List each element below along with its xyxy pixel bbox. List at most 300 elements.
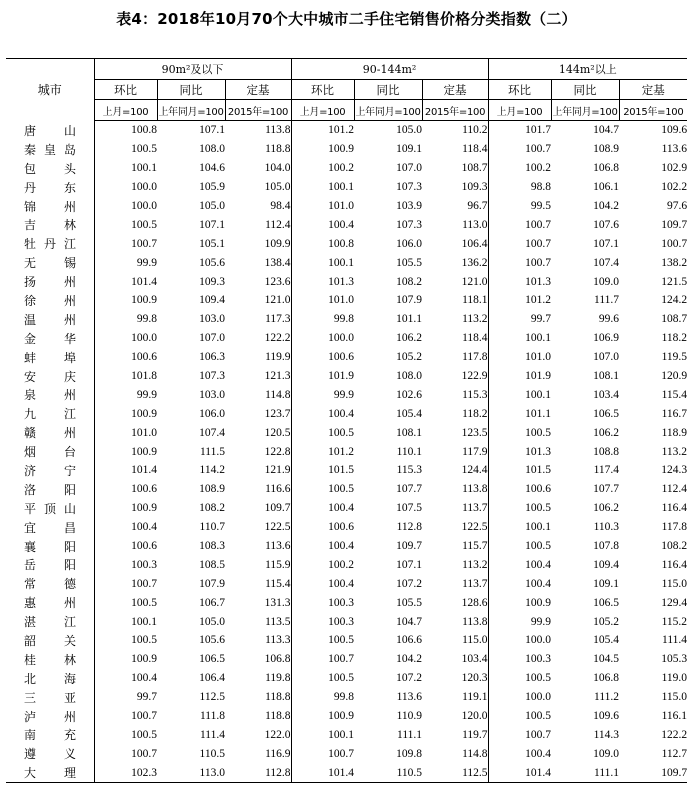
index-value-cell: 117.4 [593, 464, 620, 477]
index-value-cell: 108.9 [199, 483, 225, 496]
index-value-cell: 105.1 [199, 237, 225, 250]
index-value-cell: 99.9 [94, 253, 157, 272]
index-value-cell: 136.2 [461, 256, 488, 269]
city-name: 蚌埠 [24, 350, 76, 365]
index-value-cell: 105.0 [199, 200, 225, 212]
city-name: 洛阳 [24, 482, 76, 497]
index-value-cell: 101.8 [94, 367, 157, 386]
index-value-cell: 123.5 [461, 426, 488, 439]
index-value-cell: 116.6 [265, 483, 291, 496]
table-row [6, 121, 687, 140]
base-header: 上月=100 [94, 100, 157, 121]
index-value-cell: 100.6 [291, 348, 354, 367]
city-name: 南充 [24, 728, 76, 743]
city-cell [6, 461, 94, 480]
index-value-cell: 100.5 [94, 140, 157, 159]
index-value-cell: 108.2 [661, 540, 688, 553]
city-cell [6, 197, 94, 216]
index-value-cell: 128.6 [461, 596, 488, 609]
base-header: 上年同月=100 [157, 100, 225, 121]
city-cell [6, 688, 94, 707]
index-value-cell: 100.7 [488, 140, 551, 159]
index-value-cell: 99.9 [291, 385, 354, 404]
index-value-cell: 112.8 [225, 763, 291, 782]
index-value-cell: 100.0 [94, 329, 157, 348]
index-value-cell: 100.5 [94, 631, 157, 650]
index-value-cell: 121.0 [461, 275, 488, 288]
index-value-cell: 106.5 [593, 596, 620, 609]
index-value-cell: 106.0 [199, 407, 225, 420]
index-value-cell: 119.9 [265, 351, 291, 364]
index-value-cell: 99.8 [94, 310, 157, 329]
index-value-cell: 118.8 [265, 710, 291, 723]
table-row [6, 631, 687, 650]
index-value-cell: 100.7 [94, 574, 157, 593]
city-name: 温州 [24, 312, 76, 327]
city-cell [6, 329, 94, 348]
index-value-cell: 100.9 [94, 650, 157, 669]
index-value-cell: 100.4 [488, 574, 551, 593]
index-value-cell: 108.1 [396, 426, 423, 439]
city-name: 安庆 [24, 369, 76, 384]
index-value-cell: 110.7 [199, 521, 225, 534]
index-value-cell: 106.2 [396, 332, 423, 345]
index-value-cell: 100.4 [488, 555, 551, 574]
index-value-cell: 100.1 [488, 329, 551, 348]
index-value-cell: 113.5 [265, 615, 291, 628]
table-row [6, 442, 687, 461]
index-value-cell: 103.4 [461, 653, 488, 666]
index-value-cell: 111.4 [662, 634, 688, 647]
index-value-cell: 109.6 [661, 124, 688, 137]
index-value-cell: 101.1 [488, 404, 551, 423]
index-value-cell: 104.2 [396, 653, 423, 666]
group-header-large: 144m²以上 [488, 59, 687, 80]
index-value-cell: 100.7 [291, 744, 354, 763]
index-value-cell: 117.3 [265, 313, 291, 326]
index-value-cell: 115.0 [661, 691, 688, 704]
index-value-cell: 100.5 [488, 423, 551, 442]
city-name: 金华 [24, 331, 76, 346]
index-value-cell: 105.0 [199, 615, 225, 628]
index-value-cell: 101.4 [291, 763, 354, 782]
group-header-medium: 90-144m² [291, 59, 488, 80]
index-value-cell: 99.8 [291, 688, 354, 707]
index-value-cell: 118.4 [462, 332, 488, 345]
index-value-cell: 100.5 [291, 480, 354, 499]
table-row [6, 348, 687, 367]
index-value-cell: 110.5 [354, 763, 422, 782]
base-header: 上年同月=100 [354, 100, 422, 121]
index-value-cell: 105.0 [264, 181, 291, 194]
index-value-cell: 105.5 [396, 256, 423, 269]
index-value-cell: 100.5 [94, 593, 157, 612]
index-value-cell: 96.7 [467, 200, 488, 212]
index-value-cell: 107.2 [396, 672, 423, 685]
city-cell [6, 593, 94, 612]
city-name: 岳阳 [24, 558, 76, 573]
index-value-cell: 101.1 [396, 313, 423, 326]
index-value-cell: 100.3 [488, 650, 551, 669]
metric-header: 定基 [422, 80, 488, 100]
city-name: 桂林 [24, 652, 76, 667]
index-value-cell: 107.1 [396, 558, 423, 571]
index-value-cell: 100.5 [488, 707, 551, 726]
index-value-cell: 118.1 [462, 294, 488, 307]
index-value-cell: 108.2 [396, 275, 423, 288]
table-row [6, 537, 687, 556]
index-value-cell: 99.7 [94, 688, 157, 707]
city-name: 牡丹江 [24, 237, 76, 252]
table-row [6, 461, 687, 480]
index-value-cell: 114.3 [593, 728, 620, 741]
metric-header: 定基 [619, 80, 687, 100]
city-name: 丹东 [24, 180, 76, 195]
index-value-cell: 120.5 [264, 426, 291, 439]
index-value-cell: 100.9 [94, 404, 157, 423]
index-value-cell: 116.4 [661, 502, 688, 515]
index-value-cell: 99.6 [598, 313, 620, 326]
index-value-cell: 99.8 [291, 310, 354, 329]
table-row [6, 310, 687, 329]
index-value-cell: 107.0 [593, 351, 620, 364]
city-cell [6, 574, 94, 593]
index-value-cell: 109.7 [661, 218, 688, 231]
city-name: 锦州 [24, 199, 76, 214]
index-value-cell: 108.5 [199, 558, 225, 571]
index-value-cell: 100.0 [488, 688, 551, 707]
index-value-cell: 108.1 [593, 370, 620, 383]
index-value-cell: 113.0 [157, 763, 225, 782]
index-value-cell: 100.6 [488, 480, 551, 499]
base-header: 2015年=100 [619, 100, 687, 121]
index-value-cell: 105.6 [199, 256, 225, 269]
index-value-cell: 121.0 [264, 294, 291, 307]
index-value-cell: 113.2 [462, 558, 488, 571]
index-value-cell: 100.2 [291, 159, 354, 178]
index-value-cell: 123.7 [264, 407, 291, 420]
index-value-cell: 118.2 [661, 332, 688, 345]
city-name: 大理 [24, 766, 76, 781]
city-cell [6, 234, 94, 253]
index-value-cell: 131.3 [264, 596, 291, 609]
index-value-cell: 107.0 [396, 162, 423, 175]
table-row [6, 291, 687, 310]
index-value-cell: 107.3 [396, 181, 423, 194]
table-row [6, 404, 687, 423]
index-value-cell: 115.4 [661, 388, 688, 401]
index-value-cell: 112.5 [422, 763, 488, 782]
index-value-cell: 111.1 [551, 763, 619, 782]
base-header: 2015年=100 [422, 100, 488, 121]
index-value-cell: 115.0 [462, 634, 488, 647]
index-value-cell: 111.4 [199, 728, 225, 741]
city-cell [6, 253, 94, 272]
index-value-cell: 100.5 [291, 669, 354, 688]
city-name: 平顶山 [24, 501, 76, 516]
index-value-cell: 100.5 [94, 215, 157, 234]
index-value-cell: 102.6 [396, 388, 423, 401]
index-value-cell: 106.2 [593, 502, 620, 515]
index-value-cell: 108.2 [199, 502, 225, 515]
index-value-cell: 100.1 [94, 159, 157, 178]
city-name: 无锡 [24, 256, 76, 271]
index-value-cell: 100.6 [94, 480, 157, 499]
index-value-cell: 107.0 [199, 332, 225, 345]
index-value-cell: 122.0 [264, 728, 291, 741]
index-value-cell: 100.9 [94, 442, 157, 461]
index-value-cell: 107.1 [199, 218, 225, 231]
city-cell [6, 291, 94, 310]
index-value-cell: 101.3 [488, 442, 551, 461]
index-value-cell: 122.5 [264, 521, 291, 534]
metric-header: 同比 [354, 80, 422, 100]
index-value-cell: 119.0 [661, 672, 688, 685]
index-value-cell: 100.6 [94, 537, 157, 556]
index-value-cell: 105.4 [396, 407, 423, 420]
city-name: 烟台 [24, 445, 76, 460]
city-cell [6, 726, 94, 745]
index-value-cell: 99.7 [488, 310, 551, 329]
index-value-cell: 100.0 [291, 329, 354, 348]
city-cell [6, 707, 94, 726]
index-value-cell: 111.2 [594, 691, 620, 704]
index-value-cell: 113.6 [661, 143, 688, 156]
index-value-cell: 113.0 [462, 218, 488, 231]
city-name: 湛江 [24, 615, 76, 630]
index-value-cell: 120.3 [461, 672, 488, 685]
index-value-cell: 103.0 [199, 388, 225, 401]
index-value-cell: 97.6 [666, 200, 688, 212]
index-value-cell: 100.7 [488, 215, 551, 234]
index-value-cell: 117.9 [462, 445, 488, 458]
index-value-cell: 110.9 [396, 710, 423, 723]
index-value-cell: 99.9 [488, 612, 551, 631]
table-row [6, 159, 687, 178]
index-value-cell: 106.7 [199, 596, 225, 609]
table-row [6, 272, 687, 291]
index-value-cell: 100.6 [291, 518, 354, 537]
index-value-cell: 100.9 [291, 140, 354, 159]
metric-header: 同比 [157, 80, 225, 100]
index-value-cell: 101.0 [291, 291, 354, 310]
index-value-cell: 106.4 [199, 672, 225, 685]
index-value-cell: 112.5 [199, 691, 225, 704]
index-value-cell: 101.4 [488, 763, 551, 782]
index-value-cell: 116.9 [265, 747, 291, 760]
index-value-cell: 100.4 [291, 499, 354, 518]
base-header: 2015年=100 [225, 100, 291, 121]
base-header: 上年同月=100 [551, 100, 619, 121]
index-value-cell: 98.4 [270, 200, 291, 212]
index-value-cell: 105.5 [396, 596, 423, 609]
index-value-cell: 107.1 [199, 124, 225, 137]
price-index-table [6, 58, 687, 783]
index-value-cell: 100.3 [291, 612, 354, 631]
city-cell [6, 537, 94, 556]
index-value-cell: 108.8 [593, 445, 620, 458]
base-header: 上月=100 [488, 100, 551, 121]
index-value-cell: 106.8 [593, 162, 620, 175]
city-cell [6, 348, 94, 367]
city-cell [6, 404, 94, 423]
table-row [6, 140, 687, 159]
index-value-cell: 114.2 [199, 464, 225, 477]
index-value-cell: 101.9 [291, 367, 354, 386]
city-cell [6, 631, 94, 650]
index-value-cell: 100.7 [488, 234, 551, 253]
city-cell [6, 650, 94, 669]
index-value-cell: 138.4 [264, 256, 291, 269]
index-value-cell: 100.4 [94, 518, 157, 537]
index-value-cell: 99.9 [94, 385, 157, 404]
index-value-cell: 100.4 [291, 404, 354, 423]
city-cell [6, 385, 94, 404]
index-value-cell: 100.7 [488, 253, 551, 272]
index-value-cell: 109.7 [264, 502, 291, 515]
table-row [6, 385, 687, 404]
index-value-cell: 119.8 [265, 672, 291, 685]
index-value-cell: 102.3 [94, 763, 157, 782]
index-value-cell: 112.7 [661, 747, 688, 760]
index-value-cell: 104.7 [593, 124, 620, 137]
index-value-cell: 104.5 [593, 653, 620, 666]
city-name: 常德 [24, 577, 76, 592]
city-cell [6, 140, 94, 159]
table-row [6, 744, 687, 763]
index-value-cell: 101.2 [291, 442, 354, 461]
index-value-cell: 100.4 [291, 574, 354, 593]
index-value-cell: 113.6 [265, 540, 291, 553]
table-row [6, 480, 687, 499]
index-value-cell: 106.5 [199, 653, 225, 666]
index-value-cell: 107.3 [199, 370, 225, 383]
index-value-cell: 109.0 [593, 747, 620, 760]
index-value-cell: 100.1 [94, 612, 157, 631]
base-header: 上月=100 [291, 100, 354, 121]
table-row [6, 707, 687, 726]
index-value-cell: 112.8 [396, 521, 423, 534]
city-name: 九江 [24, 407, 76, 422]
index-value-cell: 122.9 [461, 370, 488, 383]
city-name: 赣州 [24, 426, 76, 441]
index-value-cell: 101.5 [291, 461, 354, 480]
index-value-cell: 109.7 [396, 540, 423, 553]
index-value-cell: 123.6 [264, 275, 291, 288]
index-value-cell: 113.6 [396, 691, 423, 704]
city-cell [6, 272, 94, 291]
table-row [6, 574, 687, 593]
index-value-cell: 101.0 [291, 197, 354, 216]
index-value-cell: 105.9 [199, 181, 225, 194]
city-name: 唐山 [24, 123, 76, 138]
index-value-cell: 107.4 [199, 426, 225, 439]
index-value-cell: 112.4 [661, 483, 688, 496]
index-value-cell: 100.0 [94, 197, 157, 216]
index-value-cell: 113.7 [462, 502, 488, 515]
index-value-cell: 124.2 [661, 294, 688, 307]
index-value-cell: 109.1 [593, 577, 620, 590]
city-name: 吉林 [24, 218, 76, 233]
city-name: 泉州 [24, 388, 76, 403]
index-value-cell: 110.5 [199, 747, 225, 760]
index-value-cell: 110.3 [593, 521, 620, 534]
index-value-cell: 101.0 [488, 348, 551, 367]
index-value-cell: 101.5 [488, 461, 551, 480]
index-value-cell: 109.4 [199, 294, 225, 307]
index-value-cell: 115.7 [462, 540, 488, 553]
index-value-cell: 100.5 [488, 537, 551, 556]
city-cell [6, 215, 94, 234]
index-value-cell: 117.8 [661, 521, 688, 534]
table-row [6, 234, 687, 253]
index-value-cell: 105.2 [396, 351, 423, 364]
table-row [6, 367, 687, 386]
index-value-cell: 107.3 [396, 218, 423, 231]
index-value-cell: 111.7 [594, 294, 620, 307]
index-value-cell: 100.3 [94, 555, 157, 574]
index-value-cell: 116.7 [661, 407, 688, 420]
table-row [6, 763, 687, 782]
city-name: 扬州 [24, 275, 76, 290]
index-value-cell: 105.2 [593, 615, 620, 628]
city-name: 三亚 [24, 690, 76, 705]
city-cell [6, 121, 94, 140]
index-value-cell: 100.8 [291, 234, 354, 253]
index-value-cell: 100.7 [291, 650, 354, 669]
city-cell [6, 555, 94, 574]
index-value-cell: 106.2 [593, 426, 620, 439]
index-value-cell: 101.4 [94, 461, 157, 480]
city-name: 遵义 [24, 747, 76, 762]
index-value-cell: 109.7 [619, 763, 687, 782]
index-value-cell: 100.1 [488, 518, 551, 537]
table-row [6, 197, 687, 216]
index-value-cell: 101.3 [488, 272, 551, 291]
index-value-cell: 100.5 [291, 631, 354, 650]
index-value-cell: 103.0 [199, 313, 225, 326]
index-value-cell: 98.8 [488, 178, 551, 197]
index-value-cell: 109.3 [199, 275, 225, 288]
table-row [6, 688, 687, 707]
index-value-cell: 113.8 [462, 483, 488, 496]
index-value-cell: 106.1 [593, 181, 620, 194]
index-value-cell: 115.3 [396, 464, 423, 477]
city-name: 襄阳 [24, 539, 76, 554]
metric-header: 定基 [225, 80, 291, 100]
index-value-cell: 100.3 [291, 593, 354, 612]
index-value-cell: 107.4 [593, 256, 620, 269]
group-header-small: 90m²及以下 [94, 59, 291, 80]
index-value-cell: 100.5 [488, 499, 551, 518]
index-value-cell: 109.8 [396, 747, 423, 760]
index-value-cell: 118.8 [265, 143, 291, 156]
city-cell [6, 159, 94, 178]
index-value-cell: 113.2 [661, 445, 688, 458]
index-value-cell: 111.5 [199, 445, 225, 458]
index-value-cell: 107.2 [396, 577, 423, 590]
index-value-cell: 100.1 [291, 253, 354, 272]
city-cell [6, 669, 94, 688]
index-value-cell: 129.4 [661, 596, 688, 609]
index-value-cell: 106.0 [396, 237, 423, 250]
index-value-cell: 121.3 [264, 370, 291, 383]
index-value-cell: 115.2 [661, 615, 688, 628]
table-row [6, 518, 687, 537]
page-title: 表4：2018年10月70个大中城市二手住宅销售价格分类指数（二） [116, 10, 577, 28]
city-name: 包头 [24, 161, 76, 176]
index-value-cell: 100.9 [488, 593, 551, 612]
